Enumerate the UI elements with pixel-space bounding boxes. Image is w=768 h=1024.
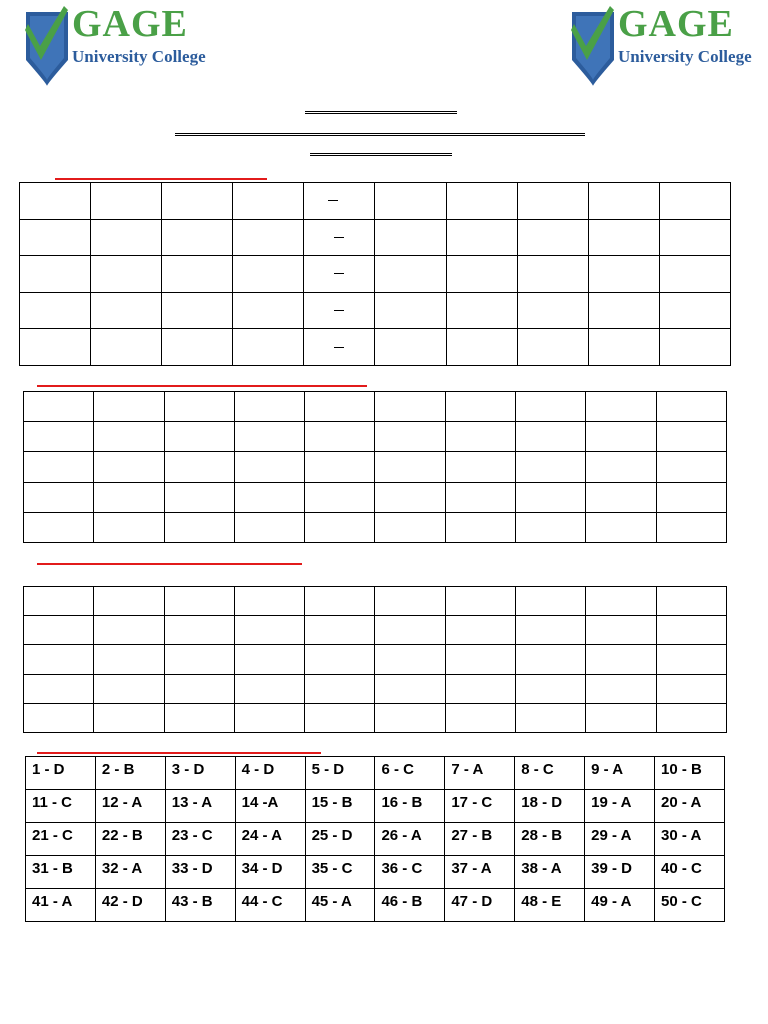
table-cell bbox=[164, 645, 234, 674]
dash-mark bbox=[334, 237, 344, 238]
table-cell bbox=[586, 616, 656, 645]
table-cell bbox=[20, 329, 91, 366]
table-cell bbox=[234, 645, 304, 674]
table-cell bbox=[446, 329, 517, 366]
title-rule-2 bbox=[175, 133, 585, 136]
table-row bbox=[26, 757, 725, 790]
table-cell bbox=[164, 512, 234, 542]
table-cell bbox=[586, 482, 656, 512]
table-cell bbox=[516, 422, 586, 452]
table-cell bbox=[305, 674, 375, 703]
answer-cell: 3 - D bbox=[165, 757, 235, 790]
table-cell bbox=[588, 219, 659, 256]
table-row bbox=[24, 674, 727, 703]
table-cell bbox=[517, 219, 588, 256]
answer-cell: 44 - C bbox=[235, 889, 305, 922]
table-cell bbox=[164, 703, 234, 732]
logo-name: GAGE bbox=[618, 3, 734, 45]
table-cell bbox=[656, 703, 726, 732]
answer-cell: 29 - A bbox=[585, 823, 655, 856]
shield-check-icon bbox=[570, 2, 616, 88]
table-cell bbox=[91, 183, 162, 220]
table-cell bbox=[20, 219, 91, 256]
title-rule-3 bbox=[310, 153, 452, 156]
table-row bbox=[20, 292, 731, 329]
answer-cell: 28 - B bbox=[515, 823, 585, 856]
answer-cell: 20 - A bbox=[655, 790, 725, 823]
table-row bbox=[24, 587, 727, 616]
table-cell bbox=[375, 422, 445, 452]
table-cell bbox=[24, 616, 94, 645]
table-cell bbox=[94, 587, 164, 616]
table-cell bbox=[162, 329, 233, 366]
answer-cell: 18 - D bbox=[515, 790, 585, 823]
table-cell bbox=[94, 452, 164, 482]
table-cell bbox=[164, 422, 234, 452]
table-row bbox=[24, 512, 727, 542]
table-cell bbox=[375, 219, 446, 256]
table-cell bbox=[517, 329, 588, 366]
table-cell bbox=[445, 674, 515, 703]
answer-cell: 37 - A bbox=[445, 856, 515, 889]
answer-cell: 5 - D bbox=[305, 757, 375, 790]
table-cell bbox=[588, 256, 659, 293]
table-cell bbox=[24, 512, 94, 542]
dash-mark bbox=[334, 310, 344, 311]
table-cell bbox=[304, 256, 375, 293]
table-cell bbox=[445, 422, 515, 452]
table-cell bbox=[446, 256, 517, 293]
answer-cell: 35 - C bbox=[305, 856, 375, 889]
answer-cell: 14 -A bbox=[235, 790, 305, 823]
answer-cell: 10 - B bbox=[655, 757, 725, 790]
answer-key-heading-rule bbox=[37, 752, 321, 754]
table-cell bbox=[234, 452, 304, 482]
table-cell bbox=[304, 183, 375, 220]
table-cell bbox=[375, 703, 445, 732]
answer-cell: 46 - B bbox=[375, 889, 445, 922]
table-cell bbox=[20, 292, 91, 329]
table-row bbox=[26, 790, 725, 823]
answer-cell: 26 - A bbox=[375, 823, 445, 856]
logo-subtitle: University College bbox=[618, 47, 752, 66]
table-cell bbox=[445, 703, 515, 732]
table-cell bbox=[304, 292, 375, 329]
table-cell bbox=[445, 645, 515, 674]
answer-cell: 49 - A bbox=[585, 889, 655, 922]
table-cell bbox=[305, 482, 375, 512]
table-cell bbox=[375, 183, 446, 220]
table-row bbox=[24, 422, 727, 452]
table-cell bbox=[586, 587, 656, 616]
answer-cell: 19 - A bbox=[585, 790, 655, 823]
title-rule-1 bbox=[305, 111, 457, 114]
answer-cell: 33 - D bbox=[165, 856, 235, 889]
table-cell bbox=[588, 292, 659, 329]
table-cell bbox=[24, 703, 94, 732]
table-cell bbox=[588, 183, 659, 220]
table-cell bbox=[304, 329, 375, 366]
table-row bbox=[26, 889, 725, 922]
table-row bbox=[26, 823, 725, 856]
answer-cell: 34 - D bbox=[235, 856, 305, 889]
answer-cell: 47 - D bbox=[445, 889, 515, 922]
dash-mark bbox=[334, 273, 344, 274]
table-cell bbox=[233, 183, 304, 220]
section2-heading-rule bbox=[37, 385, 367, 387]
answer-cell: 9 - A bbox=[585, 757, 655, 790]
table-cell bbox=[94, 616, 164, 645]
answer-cell: 48 - E bbox=[515, 889, 585, 922]
table-cell bbox=[375, 292, 446, 329]
table-cell bbox=[445, 392, 515, 422]
table-cell bbox=[659, 256, 730, 293]
table-cell bbox=[24, 392, 94, 422]
table-cell bbox=[164, 392, 234, 422]
table-cell bbox=[91, 256, 162, 293]
table-cell bbox=[162, 219, 233, 256]
table-cell bbox=[656, 482, 726, 512]
table-cell bbox=[304, 219, 375, 256]
answer-cell: 25 - D bbox=[305, 823, 375, 856]
section3-heading-rule bbox=[37, 563, 302, 565]
table-cell bbox=[516, 703, 586, 732]
answer-cell: 38 - A bbox=[515, 856, 585, 889]
table-row bbox=[24, 616, 727, 645]
table-cell bbox=[24, 482, 94, 512]
answer-cell: 8 - C bbox=[515, 757, 585, 790]
table-cell bbox=[164, 616, 234, 645]
answer-cell: 39 - D bbox=[585, 856, 655, 889]
answer-cell: 50 - C bbox=[655, 889, 725, 922]
answer-cell: 6 - C bbox=[375, 757, 445, 790]
answer-cell: 23 - C bbox=[165, 823, 235, 856]
table-cell bbox=[375, 674, 445, 703]
table-cell bbox=[94, 512, 164, 542]
table-cell bbox=[234, 482, 304, 512]
table-cell bbox=[586, 512, 656, 542]
table-cell bbox=[375, 392, 445, 422]
answer-cell: 4 - D bbox=[235, 757, 305, 790]
logo-subtitle: University College bbox=[72, 47, 206, 66]
logo-name: GAGE bbox=[72, 3, 188, 45]
table-cell bbox=[588, 329, 659, 366]
college-logo-right bbox=[570, 2, 752, 90]
answer-cell: 15 - B bbox=[305, 790, 375, 823]
table-cell bbox=[517, 256, 588, 293]
answer-cell: 16 - B bbox=[375, 790, 445, 823]
table-cell bbox=[305, 645, 375, 674]
table-cell bbox=[375, 482, 445, 512]
table-cell bbox=[234, 703, 304, 732]
table-cell bbox=[305, 587, 375, 616]
table-cell bbox=[375, 645, 445, 674]
table-cell bbox=[164, 674, 234, 703]
table-cell bbox=[24, 452, 94, 482]
table-cell bbox=[516, 674, 586, 703]
table-cell bbox=[375, 256, 446, 293]
table-cell bbox=[656, 587, 726, 616]
table-cell bbox=[656, 616, 726, 645]
table-cell bbox=[24, 674, 94, 703]
table-cell bbox=[656, 512, 726, 542]
table-cell bbox=[516, 512, 586, 542]
section2-table bbox=[23, 391, 727, 543]
table-cell bbox=[164, 587, 234, 616]
table-row bbox=[20, 256, 731, 293]
table-row bbox=[24, 482, 727, 512]
table-cell bbox=[656, 392, 726, 422]
table-cell bbox=[305, 452, 375, 482]
table-row bbox=[24, 452, 727, 482]
table-cell bbox=[445, 512, 515, 542]
table-cell bbox=[94, 482, 164, 512]
table-cell bbox=[656, 645, 726, 674]
answer-cell: 13 - A bbox=[165, 790, 235, 823]
table-cell bbox=[234, 587, 304, 616]
table-cell bbox=[517, 183, 588, 220]
table-cell bbox=[586, 703, 656, 732]
table-cell bbox=[91, 292, 162, 329]
table-cell bbox=[586, 452, 656, 482]
answer-cell: 40 - C bbox=[655, 856, 725, 889]
table-cell bbox=[233, 292, 304, 329]
college-logo-left bbox=[24, 2, 206, 90]
table-cell bbox=[164, 452, 234, 482]
table-cell bbox=[446, 219, 517, 256]
table-cell bbox=[586, 645, 656, 674]
table-cell bbox=[20, 183, 91, 220]
answer-cell: 2 - B bbox=[95, 757, 165, 790]
table-cell bbox=[234, 392, 304, 422]
table-cell bbox=[94, 645, 164, 674]
table-cell bbox=[305, 422, 375, 452]
answer-cell: 22 - B bbox=[95, 823, 165, 856]
answer-cell: 42 - D bbox=[95, 889, 165, 922]
table-row bbox=[24, 392, 727, 422]
table-cell bbox=[517, 292, 588, 329]
answer-cell: 7 - A bbox=[445, 757, 515, 790]
table-cell bbox=[375, 452, 445, 482]
table-cell bbox=[91, 329, 162, 366]
table-cell bbox=[305, 512, 375, 542]
table-cell bbox=[516, 482, 586, 512]
answer-cell: 45 - A bbox=[305, 889, 375, 922]
table-row bbox=[20, 329, 731, 366]
section3-table bbox=[23, 586, 727, 733]
answer-cell: 30 - A bbox=[655, 823, 725, 856]
table-cell bbox=[162, 256, 233, 293]
answer-cell: 12 - A bbox=[95, 790, 165, 823]
table-cell bbox=[516, 645, 586, 674]
table-cell bbox=[94, 392, 164, 422]
table-cell bbox=[305, 392, 375, 422]
table-cell bbox=[94, 674, 164, 703]
table-cell bbox=[24, 587, 94, 616]
answer-cell: 32 - A bbox=[95, 856, 165, 889]
answer-cell: 41 - A bbox=[26, 889, 96, 922]
dash-mark bbox=[328, 200, 338, 201]
table-cell bbox=[375, 616, 445, 645]
table-cell bbox=[375, 512, 445, 542]
table-cell bbox=[586, 392, 656, 422]
answer-cell: 36 - C bbox=[375, 856, 445, 889]
table-cell bbox=[164, 482, 234, 512]
answer-cell: 43 - B bbox=[165, 889, 235, 922]
table-cell bbox=[659, 329, 730, 366]
table-cell bbox=[659, 219, 730, 256]
table-row bbox=[26, 856, 725, 889]
table-cell bbox=[446, 292, 517, 329]
table-cell bbox=[656, 674, 726, 703]
table-cell bbox=[162, 292, 233, 329]
table-cell bbox=[234, 616, 304, 645]
answer-cell: 17 - C bbox=[445, 790, 515, 823]
table-cell bbox=[586, 674, 656, 703]
section1-heading-rule bbox=[55, 178, 267, 180]
table-cell bbox=[445, 587, 515, 616]
table-cell bbox=[91, 219, 162, 256]
table-cell bbox=[656, 422, 726, 452]
table-cell bbox=[234, 422, 304, 452]
table-cell bbox=[233, 219, 304, 256]
table-cell bbox=[162, 183, 233, 220]
table-cell bbox=[94, 703, 164, 732]
table-cell bbox=[516, 587, 586, 616]
table-cell bbox=[94, 422, 164, 452]
dash-mark bbox=[334, 347, 344, 348]
table-cell bbox=[516, 392, 586, 422]
table-cell bbox=[516, 616, 586, 645]
table-cell bbox=[20, 256, 91, 293]
table-cell bbox=[234, 512, 304, 542]
table-cell bbox=[375, 587, 445, 616]
table-cell bbox=[445, 452, 515, 482]
table-cell bbox=[586, 422, 656, 452]
answer-cell: 31 - B bbox=[26, 856, 96, 889]
table-cell bbox=[659, 183, 730, 220]
table-cell bbox=[656, 452, 726, 482]
table-cell bbox=[445, 616, 515, 645]
answer-cell: 21 - C bbox=[26, 823, 96, 856]
table-cell bbox=[445, 482, 515, 512]
section1-table bbox=[19, 182, 731, 366]
answer-key-table bbox=[25, 756, 725, 922]
answer-cell: 27 - B bbox=[445, 823, 515, 856]
answer-cell: 24 - A bbox=[235, 823, 305, 856]
table-cell bbox=[305, 703, 375, 732]
table-row bbox=[20, 183, 731, 220]
table-cell bbox=[24, 645, 94, 674]
table-cell bbox=[659, 292, 730, 329]
table-cell bbox=[24, 422, 94, 452]
shield-check-icon bbox=[24, 2, 70, 88]
table-cell bbox=[375, 329, 446, 366]
table-cell bbox=[234, 674, 304, 703]
table-row bbox=[24, 703, 727, 732]
table-row bbox=[24, 645, 727, 674]
table-cell bbox=[233, 329, 304, 366]
answer-cell: 1 - D bbox=[26, 757, 96, 790]
table-cell bbox=[446, 183, 517, 220]
table-row bbox=[20, 219, 731, 256]
answer-cell: 11 - C bbox=[26, 790, 96, 823]
table-cell bbox=[305, 616, 375, 645]
table-cell bbox=[233, 256, 304, 293]
table-cell bbox=[516, 452, 586, 482]
